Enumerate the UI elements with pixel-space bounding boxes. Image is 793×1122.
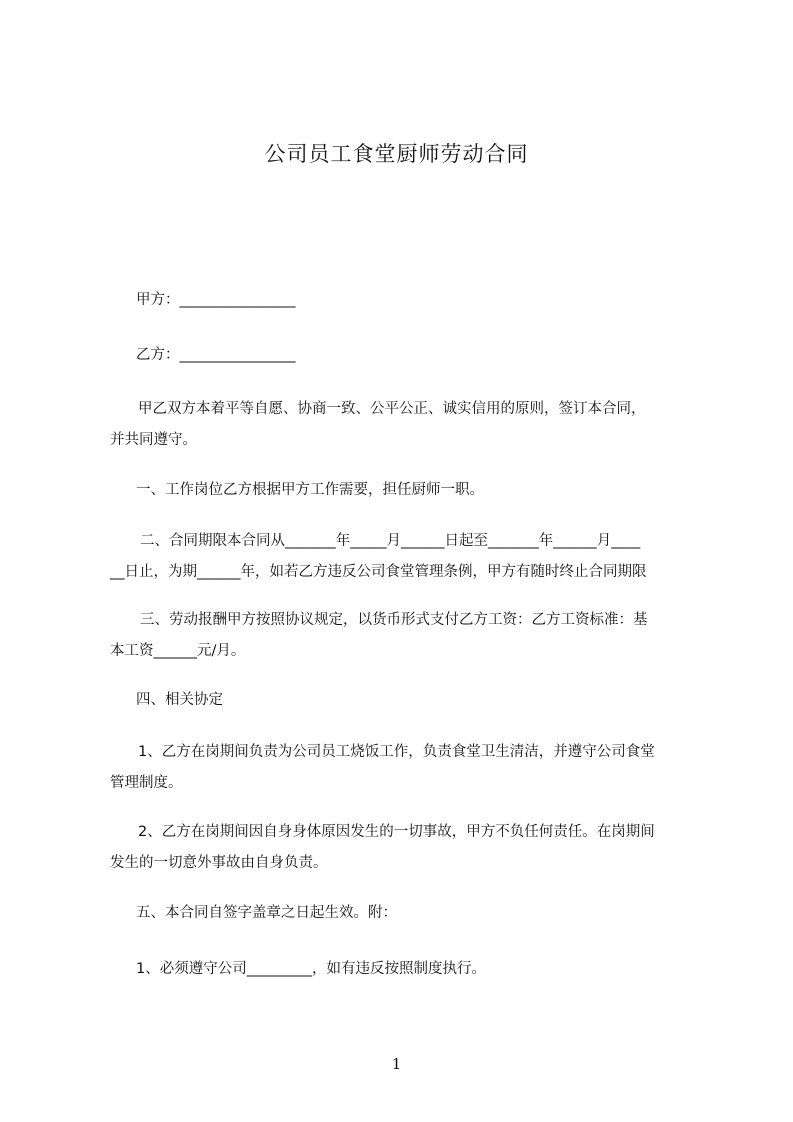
party-a-line: 甲方：________________: [136, 292, 296, 308]
intro-paragraph: [110, 394, 710, 456]
item-4-2-line-2: 发生的一切意外事故由自身负责。: [110, 855, 328, 871]
item-4-1-line-2: 管理制度。: [110, 775, 183, 791]
clause-3-line-2: 本工资______元/月。: [110, 643, 246, 659]
clause-2-paragraph: [110, 526, 710, 588]
intro-line-1: 甲乙双方本着平等自愿、协商一致、公平公正、诚实信用的原则，签订本合同，: [138, 401, 646, 417]
party-b-line: 乙方：________________: [136, 347, 296, 363]
item-4-1-paragraph: [110, 737, 710, 799]
clause-1: 一、工作岗位乙方根据甲方工作需要，担任厨师一职。: [136, 482, 484, 498]
clause-5: 五、本合同自签字盖章之日起生效。附：: [136, 905, 397, 921]
clause-2-line-1: 二、合同期限本合同从_______年_____月______日起至_______年______月____: [140, 533, 641, 549]
item-4-2-line-1: 2、乙方在岗期间因自身身体原因发生的一切事故，甲方不负任何责任。在岗期间: [138, 824, 655, 840]
intro-line-2: 并共同遵守。: [110, 432, 197, 448]
appendix-item-1: 1、必须遵守公司_________，如有违反按照制度执行。: [136, 961, 486, 977]
clause-3-line-1: 三、劳动报酬甲方按照协议规定，以货币形式支付乙方工资：乙方工资标准：基: [140, 612, 648, 628]
clause-2-line-2: __日止，为期______年，如若乙方违反公司食堂管理条例，甲方有随时终止合同期限: [110, 564, 647, 580]
clause-3-paragraph: [110, 605, 710, 667]
page-number: 1: [391, 1055, 402, 1073]
document-title: 公司员工食堂厨师劳动合同: [264, 142, 529, 166]
clause-4: 四、相关协定: [136, 692, 223, 708]
item-4-2-paragraph: [110, 817, 710, 879]
item-4-1-line-1: 1、乙方在岗期间负责为公司员工烧饭工作，负责食堂卫生清洁，并遵守公司食堂: [138, 744, 655, 760]
